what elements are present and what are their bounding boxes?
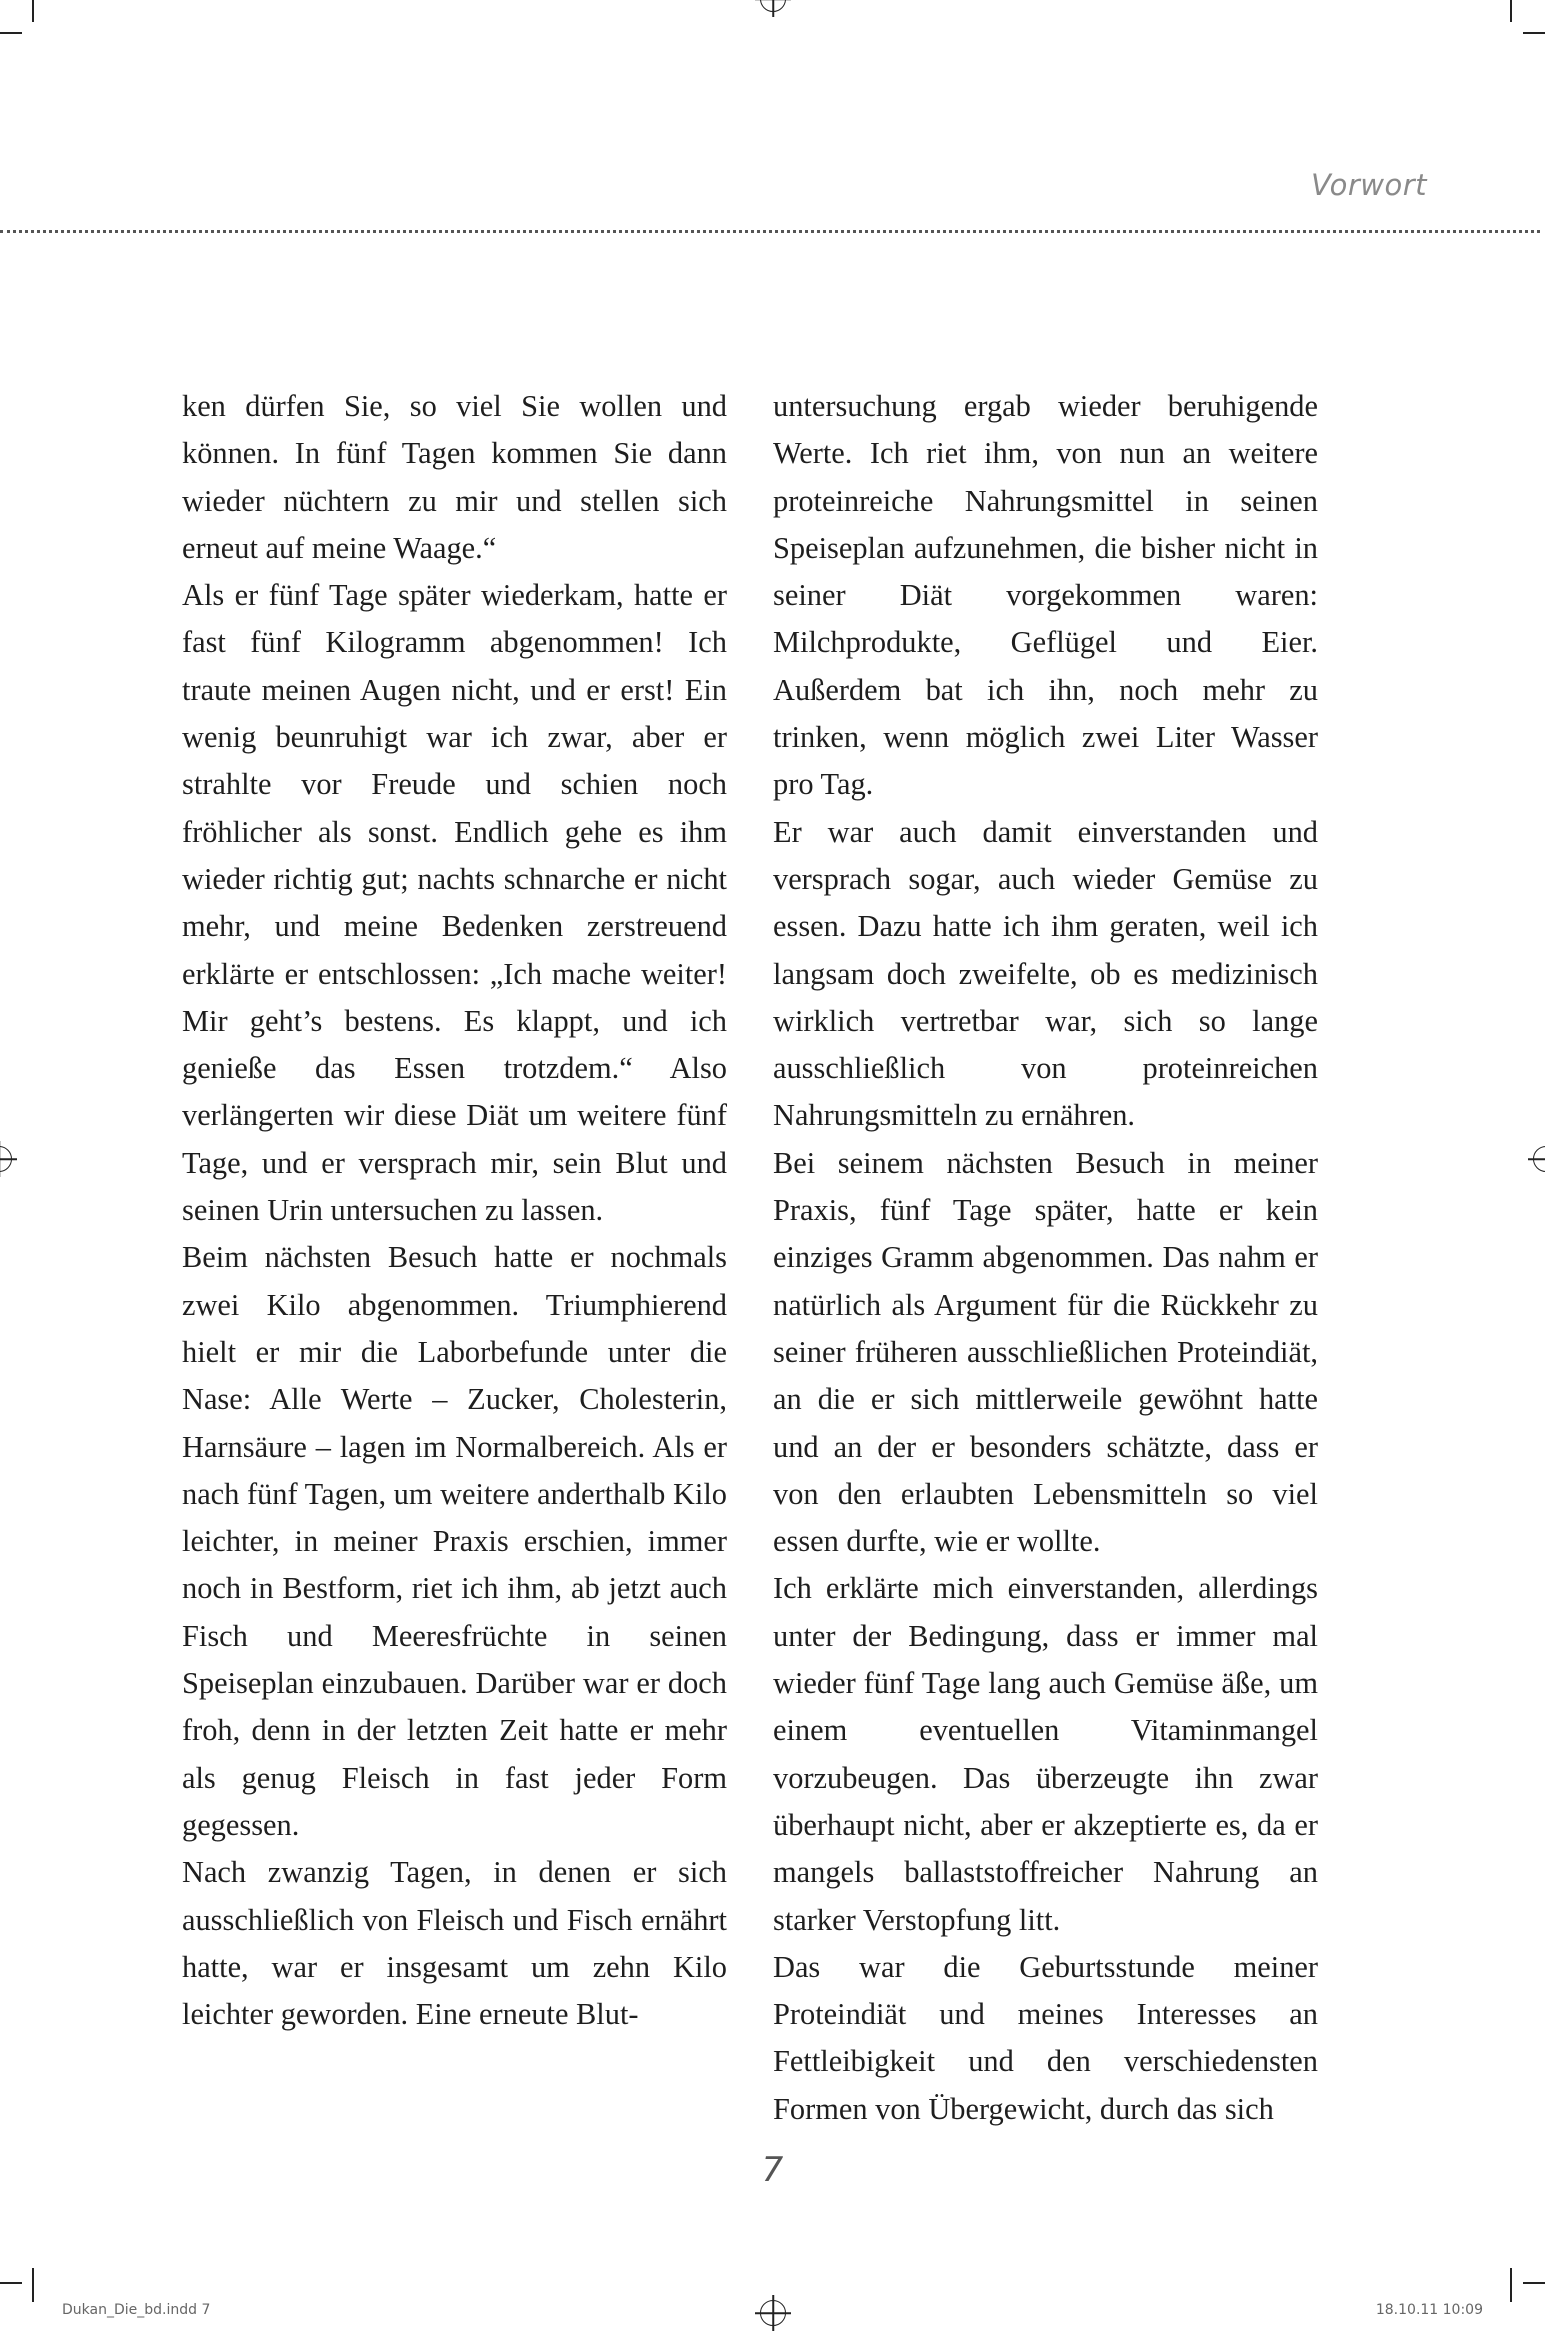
slug-left: Dukan_Die_bd.indd 7: [62, 2302, 211, 2318]
paragraph: untersuchung ergab wieder beruhigende Werte. Ich riet ihm, von nun an weitere proteinreiche Nahrungsmittel in seinen Speiseplan aufzunehmen, die bisher nicht in seiner Diät vorgekommen waren: Milchprodukte, Geflügel und Eier. Außerdem bat ich ihn, noch mehr zu trinken, wenn möglich zwei Liter Wasser pro Tag.: [773, 389, 1318, 802]
header-dotted-rule: [0, 230, 1540, 233]
paragraph: Beim nächsten Besuch hatte er nochmals zwei Kilo abgenommen. Triumphierend hielt er mir die Laborbefunde unter die Nase: Alle Werte – Zucker, Cholesterin, Harnsäure – lagen im Normalbereich. Als er nach fünf Tagen, um weitere anderthalb Kilo leichter, in meiner Praxis erschien, immer noch in Bestform, riet ich ihm, ab jetzt auch Fisch und Meeresfrüchte in seinen Speiseplan einzubauen. Darüber war er doch froh, denn in der letzten Zeit hatte er mehr als genug Fleisch in fast jeder Form gegessen.: [182, 1240, 727, 1842]
text-column-left: [182, 383, 727, 2038]
slug-right: 18.10.11 10:09: [1375, 2302, 1483, 2318]
paragraph: Das war die Geburtsstunde meiner Proteindiät und meines Interesses an Fettleibigkeit und den verschiedensten Formen von Übergewicht, durch das sich: [773, 1949, 1318, 2126]
paragraph: Ich erklärte mich einverstanden, allerdings unter der Bedingung, dass er immer mal wieder fünf Tage lang auch Gemüse äße, um einem eventuellen Vitaminmangel vorzubeugen. Das überzeugte ihn zwar überhaupt nicht, aber er akzeptierte es, da er mangels ballaststoffreicher Nahrung an starker Verstopfung litt.: [773, 1571, 1318, 1937]
registration-mark-left-icon: [0, 1146, 12, 1172]
crop-mark-bottom-right-h: [1523, 2282, 1545, 2284]
running-head: Vorwort: [1310, 168, 1427, 202]
paragraph: Nach zwanzig Tagen, in denen er sich ausschließlich von Fleisch und Fisch ernährt hatte, war er insgesamt um zehn Kilo leichter geworden. Eine erneute Blut-: [182, 1855, 727, 2032]
crop-mark-bottom-right-v: [1510, 2268, 1512, 2302]
crop-mark-top-left-h: [0, 32, 22, 34]
crop-mark-top-right-h: [1523, 32, 1545, 34]
paragraph: ken dürfen Sie, so viel Sie wollen und können. In fünf Tagen kommen Sie dann wieder nüchtern zu mir und stellen sich erneut auf meine Waage.“: [182, 389, 727, 565]
registration-mark-bottom-icon: [760, 2300, 786, 2326]
crop-mark-top-right-v: [1510, 0, 1512, 22]
paragraph: Als er fünf Tage später wiederkam, hatte er fast fünf Kilogramm abgenommen! Ich traute meinen Augen nicht, und er erst! Ein wenig beunruhigt war ich zwar, aber er strahlte vor Freude und schien noch fröhlicher als sonst. Endlich gehe es ihm wieder richtig gut; nachts schnarche er nicht mehr, und meine Bedenken zerstreuend erklärte er entschlossen: „Ich mache weiter! Mir geht’s bestens. Es klappt, und ich genieße das Essen trotzdem.“ Also verlängerten wir diese Diät um weitere fünf Tage, und er versprach mir, sein Blut und seinen Urin untersuchen zu lassen.: [182, 578, 727, 1228]
crop-mark-bottom-left-v: [32, 2268, 34, 2302]
registration-mark-top-icon: [760, 0, 786, 12]
registration-mark-right-icon: [1533, 1146, 1545, 1172]
text-column-right: [773, 383, 1318, 2133]
crop-mark-bottom-left-h: [0, 2282, 22, 2284]
crop-mark-top-left-v: [32, 0, 34, 22]
page-number: 7: [761, 2150, 784, 2190]
paragraph: Er war auch damit einverstanden und versprach sogar, auch wieder Gemüse zu essen. Dazu hatte ich ihm geraten, weil ich langsam doch zweifelte, ob es medizinisch wirklich vertretbar war, sich so lange ausschließlich von proteinreichen Nahrungsmitteln zu ernähren.: [773, 814, 1318, 1133]
paragraph: Bei seinem nächsten Besuch in meiner Praxis, fünf Tage später, hatte er kein einziges Gramm abgenommen. Das nahm er natürlich als Argument für die Rückkehr zu seiner früheren ausschließlichen Proteindiät, an die er sich mittlerweile gewöhnt hatte und an der er besonders schätzte, dass er von den erlaubten Lebensmitteln so viel essen durfte, wie er wollte.: [773, 1145, 1318, 1559]
